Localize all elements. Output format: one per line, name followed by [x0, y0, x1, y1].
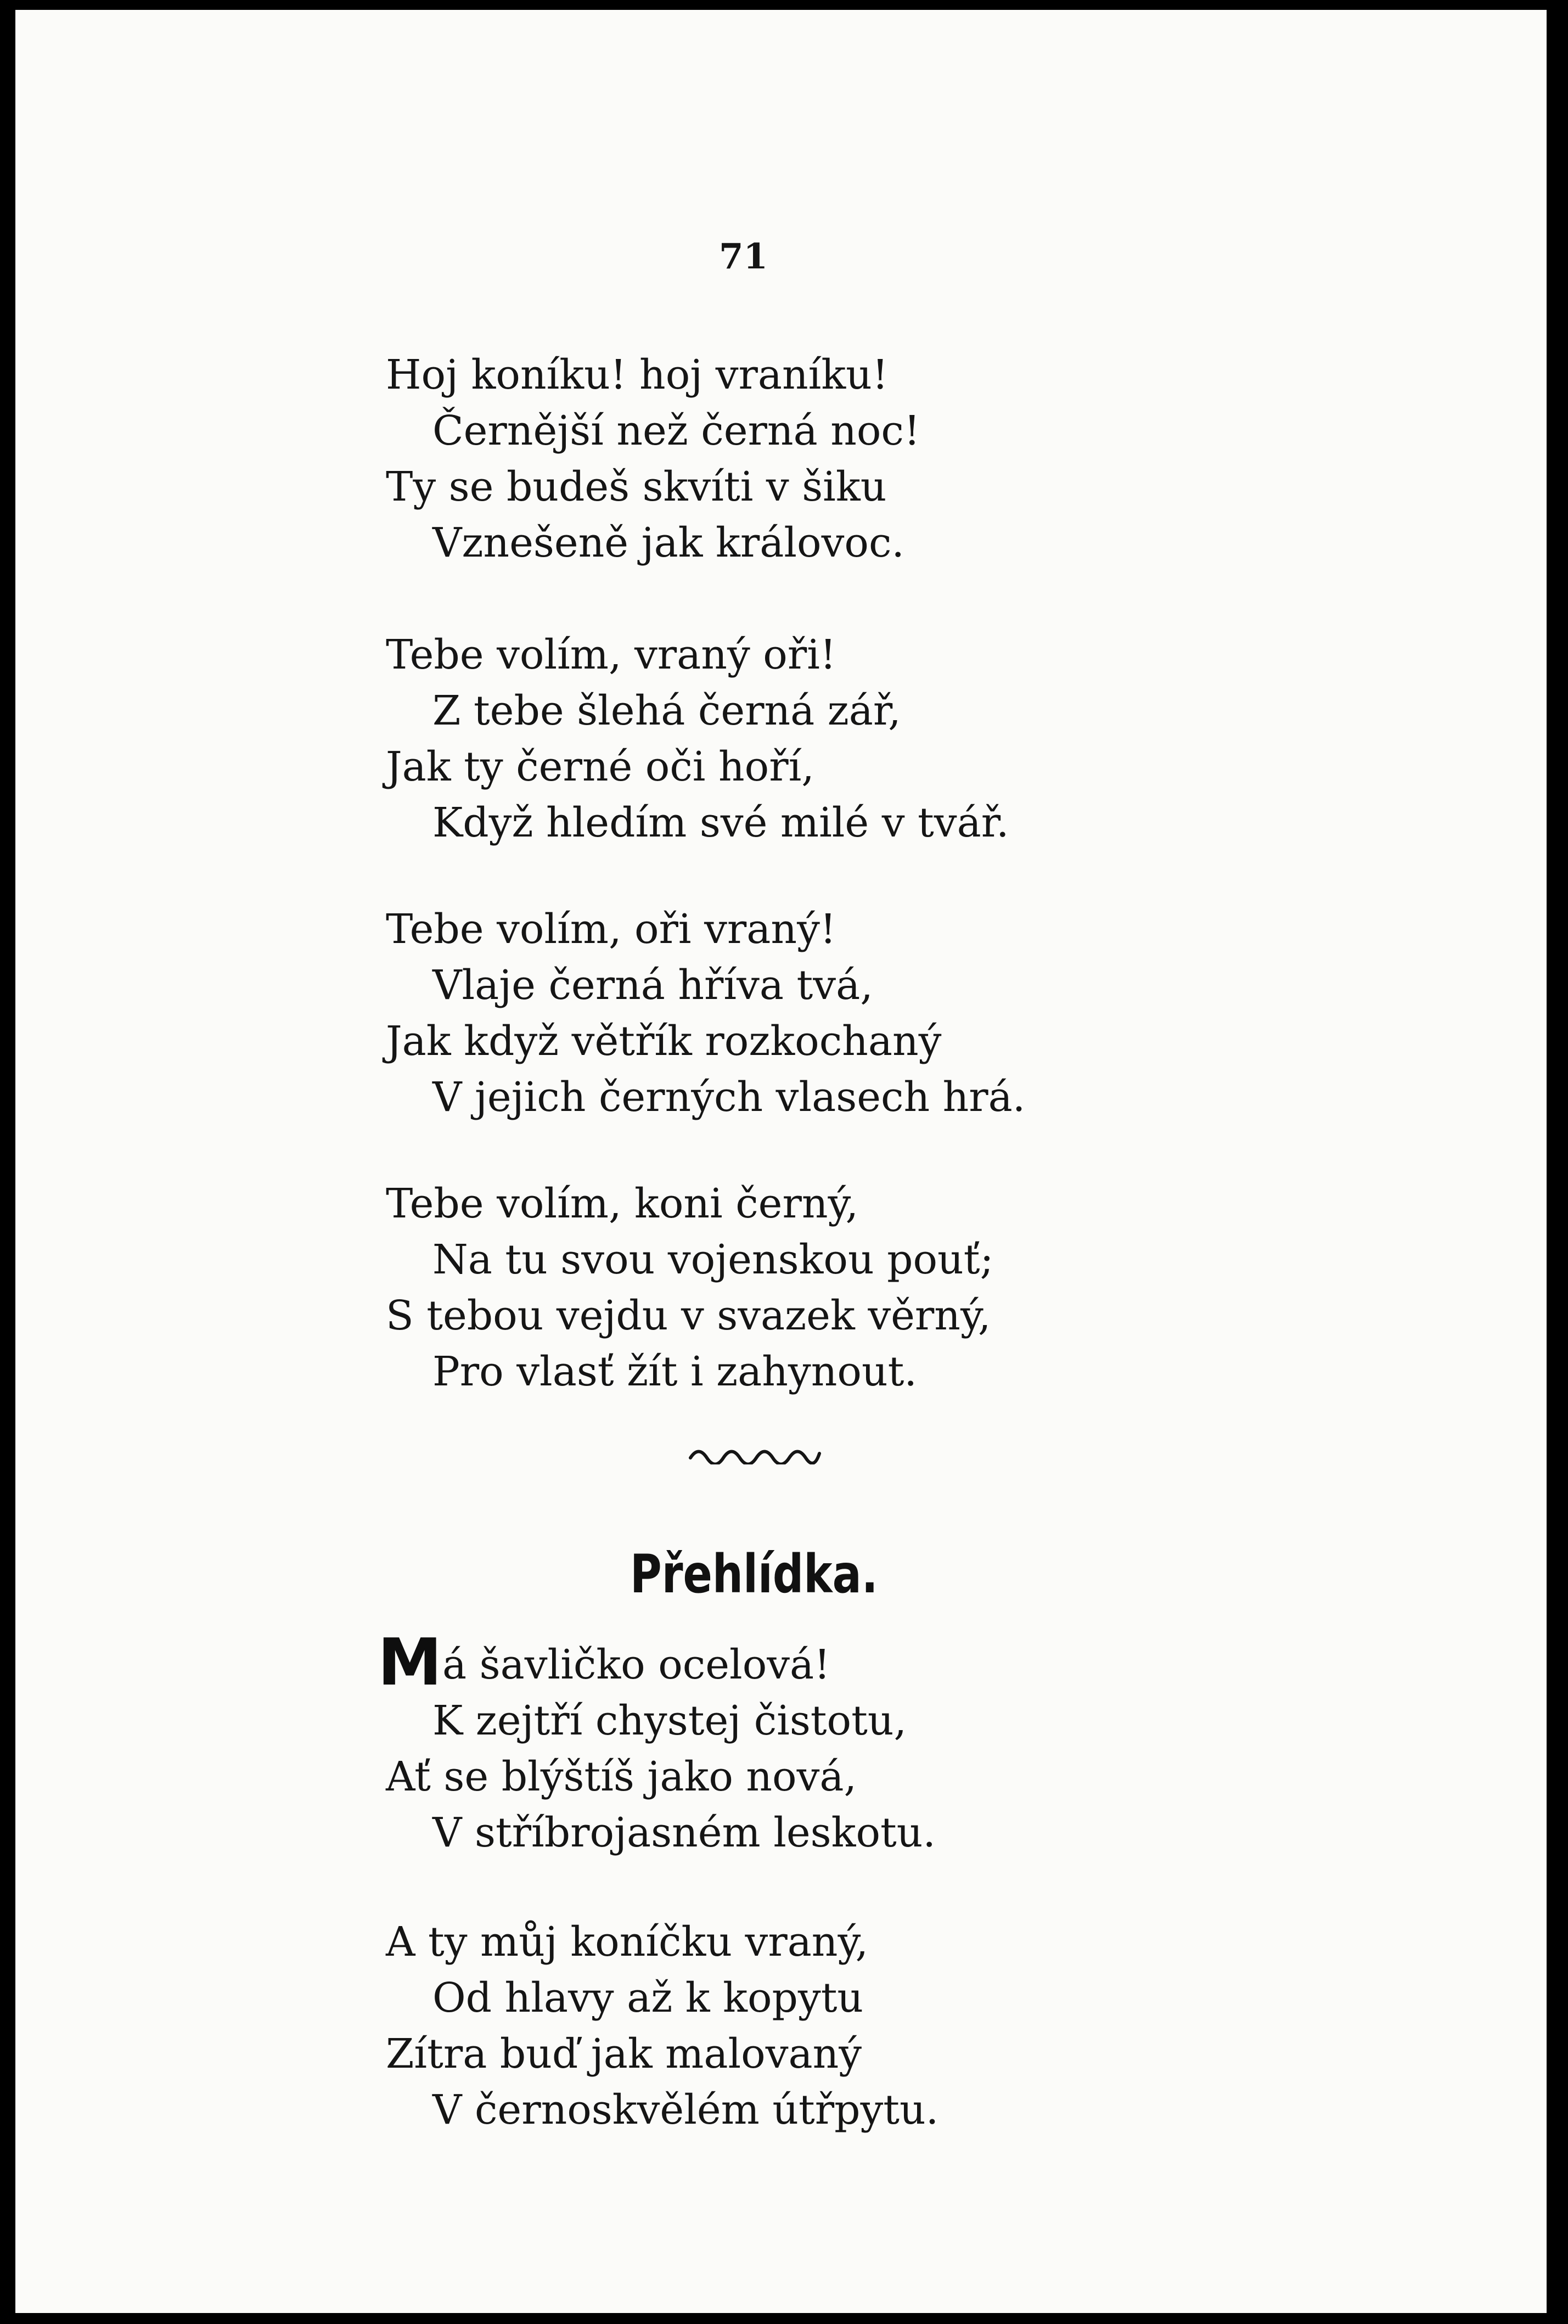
verse-line: Tebe volím, vraný oři! — [386, 631, 836, 678]
verse-line: Když hledím své milé v tvář. — [432, 799, 1009, 846]
verse-line: V jejich černých vlasech hrá. — [432, 1074, 1026, 1121]
verse-line: Tebe volím, koni černý, — [386, 1180, 859, 1227]
verse-line: Pro vlasť žít i zahynout. — [432, 1348, 917, 1395]
verse-line: Od hlavy až k kopytu — [432, 1974, 864, 2022]
verse-line: K zejtří chystej čistotu, — [432, 1697, 907, 1744]
verse-line: Zítra buď jak malovaný — [386, 2030, 862, 2078]
poem-title: Přehlídka. — [630, 1543, 878, 1605]
verse-line: Na tu svou vojenskou pouť; — [432, 1236, 994, 1283]
verse-line: V černoskvělém útřpytu. — [432, 2086, 939, 2134]
verse-line: A ty můj koníčku vraný, — [386, 1918, 868, 1966]
verse-line: S tebou vejdu v svazek věrný, — [386, 1292, 991, 1339]
verse-line: Vlaje černá hříva tvá, — [432, 962, 873, 1009]
verse-line: Jak ty černé oči hoří, — [386, 743, 814, 790]
verse-line: Hoj koníku! hoj vraníku! — [386, 351, 889, 398]
verse-line: Tebe volím, oři vraný! — [386, 906, 836, 953]
verse-line: Ty se budeš skvíti v šiku — [386, 463, 887, 510]
wavy-divider-ornament — [688, 1442, 822, 1464]
drop-initial: M — [378, 1624, 442, 1700]
verse-line: Z tebe šlehá černá zář, — [432, 687, 901, 734]
page-number: 71 — [719, 236, 768, 277]
book-page — [15, 10, 1547, 2313]
verse-line: V stříbrojasném leskotu. — [432, 1809, 936, 1856]
verse-line: Černější než černá noc! — [432, 407, 920, 454]
verse-line: Ať se blýštíš jako nová, — [386, 1753, 857, 1800]
verse-line: á šavličko ocelová! — [442, 1641, 830, 1688]
verse-line: Jak když větřík rozkochaný — [386, 1018, 942, 1065]
verse-line: Vznešeně jak královoc. — [432, 519, 904, 566]
